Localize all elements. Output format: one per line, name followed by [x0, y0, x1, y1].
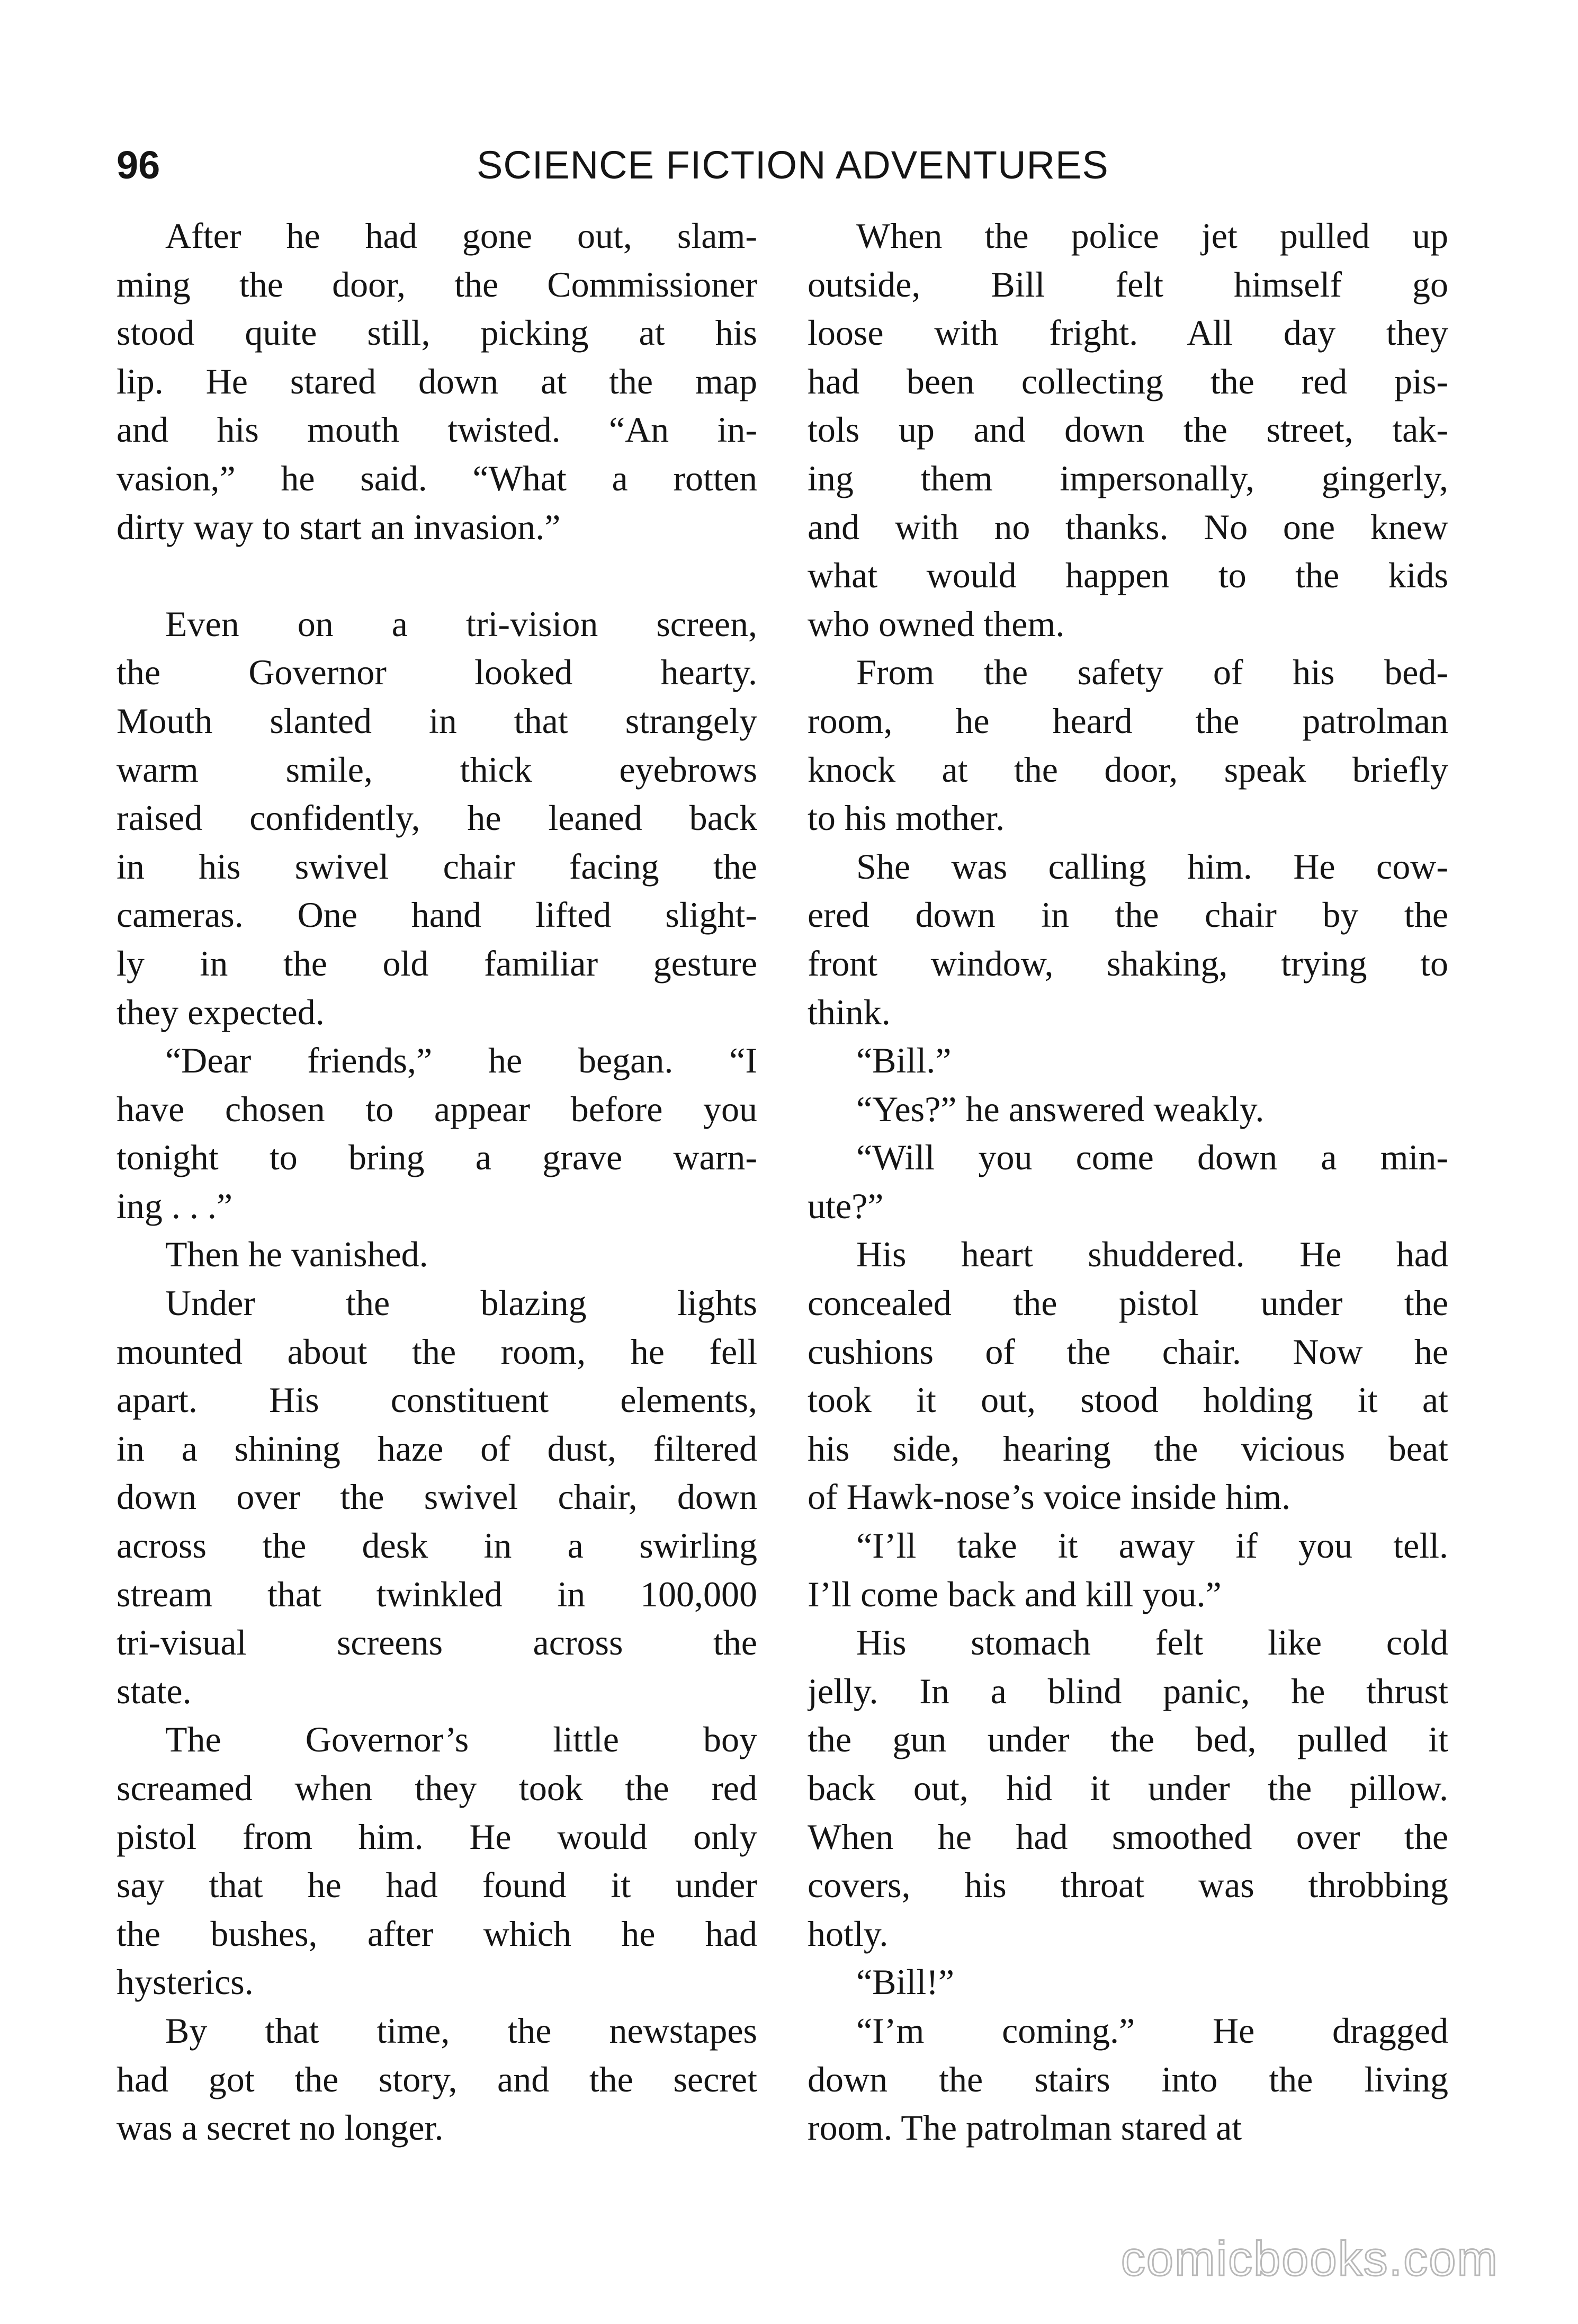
text-line: covers, his throat was throbbing [808, 1865, 1448, 1906]
text-line: and his mouth twisted. “An in- [116, 409, 757, 450]
text-line: tri-visual screens across the [116, 1622, 757, 1663]
paragraph [116, 600, 757, 1036]
text-line: His stomach felt like cold [856, 1622, 1448, 1663]
text-line: raised confidently, he leaned back [116, 798, 757, 838]
text-line: “I’m coming.” He dragged [856, 2010, 1448, 2051]
text-line: The Governor’s little boy [165, 1719, 757, 1760]
paragraph [116, 1715, 757, 2007]
text-line: ute?” [808, 1185, 884, 1226]
text-line: ing . . .” [116, 1185, 233, 1226]
text-line: think. [808, 991, 891, 1032]
text-line: “Yes?” he answered weakly. [856, 1088, 1265, 1129]
text-line: they expected. [116, 991, 325, 1032]
watermark: comicbooks.com [1120, 2232, 1499, 2286]
text-line: say that he had found it under [116, 1865, 757, 1906]
text-line: what would happen to the kids [808, 555, 1448, 596]
right-text-column [808, 212, 1448, 2152]
paragraph [808, 1522, 1448, 1619]
text-line: From the safety of his bed- [856, 652, 1448, 693]
text-line: cushions of the chair. Now he [808, 1331, 1448, 1372]
text-line: hysterics. [116, 1962, 254, 2003]
text-line: I’ll come back and kill you.” [808, 1574, 1222, 1614]
text-line: took it out, stood holding it at [808, 1380, 1448, 1420]
text-line: the gun under the bed, pulled it [808, 1719, 1448, 1760]
text-line: down the stairs into the living [808, 2059, 1448, 2099]
paragraph [808, 1619, 1448, 1958]
text-line: apart. His constituent elements, [116, 1380, 757, 1420]
paragraph [116, 1036, 757, 1230]
text-line: By that time, the newstapes [165, 2010, 757, 2051]
text-line: tols up and down the street, tak- [808, 409, 1448, 450]
text-line: screamed when they took the red [116, 1768, 757, 1808]
text-line: front window, shaking, trying to [808, 943, 1448, 984]
paragraph [808, 1085, 1448, 1134]
text-line: to his mother. [808, 798, 1005, 838]
text-line: lip. He stared down at the map [116, 361, 757, 401]
text-line: down over the swivel chair, down [116, 1477, 757, 1517]
paragraph [808, 212, 1448, 648]
text-line: After he had gone out, slam- [165, 216, 757, 256]
page-number: 96 [116, 143, 160, 187]
text-line: his side, hearing the vicious beat [808, 1428, 1448, 1469]
paragraph [808, 648, 1448, 842]
text-line: ming the door, the Commissioner [116, 264, 757, 305]
text-line: knock at the door, speak briefly [808, 749, 1448, 790]
text-line: Even on a tri-vision screen, [165, 603, 757, 644]
paragraph [116, 2007, 757, 2152]
text-line: have chosen to appear before you [116, 1088, 757, 1129]
text-line: His heart shuddered. He had [856, 1234, 1448, 1275]
text-line: ered down in the chair by the [808, 895, 1448, 935]
text-line: “Dear friends,” he began. “I [165, 1040, 757, 1081]
text-line: loose with fright. All day they [808, 312, 1448, 353]
text-line: outside, Bill felt himself go [808, 264, 1448, 305]
text-line: tonight to bring a grave warn- [116, 1137, 757, 1178]
paragraph [808, 1230, 1448, 1522]
text-line: When he had smoothed over the [808, 1816, 1448, 1857]
text-line: “Bill!” [856, 1962, 955, 2003]
text-line: vasion,” he said. “What a rotten [116, 458, 757, 498]
text-line: stream that twinkled in 100,000 [116, 1574, 757, 1614]
text-line: ing them impersonally, gingerly, [808, 458, 1448, 498]
text-line: was a secret no longer. [116, 2107, 444, 2148]
page-header [116, 139, 1462, 202]
text-line: dirty way to start an invasion.” [116, 506, 561, 547]
text-line: She was calling him. He cow- [856, 846, 1448, 887]
text-line: When the police jet pulled up [856, 216, 1448, 256]
text-line: who owned them. [808, 603, 1065, 644]
paragraph [116, 1230, 757, 1279]
text-line: “Bill.” [856, 1040, 952, 1081]
text-line: the Governor looked hearty. [116, 652, 757, 693]
section-break [116, 551, 757, 600]
paragraph [116, 1279, 757, 1715]
text-line: stood quite still, picking at his [116, 312, 757, 353]
text-line: pistol from him. He would only [116, 1816, 757, 1857]
text-line: ly in the old familiar gesture [116, 943, 757, 984]
paragraph [116, 212, 757, 551]
text-line: Under the blazing lights [165, 1283, 757, 1324]
text-line: “I’ll take it away if you tell. [856, 1525, 1448, 1566]
text-line: room, he heard the patrolman [808, 700, 1448, 741]
text-line: “Will you come down a min- [856, 1137, 1448, 1178]
running-title: SCIENCE FICTION ADVENTURES [477, 143, 1109, 187]
text-line: of Hawk-nose’s voice inside him. [808, 1477, 1291, 1517]
paragraph [808, 2007, 1448, 2152]
text-line: warm smile, thick eyebrows [116, 749, 757, 790]
text-line: room. The patrolman stared at [808, 2107, 1242, 2148]
text-line: concealed the pistol under the [808, 1283, 1448, 1324]
text-line: in a shining haze of dust, filtered [116, 1428, 757, 1469]
text-line: had been collecting the red pis- [808, 361, 1448, 401]
text-line: back out, hid it under the pillow. [808, 1768, 1448, 1808]
text-line: state. [116, 1670, 192, 1711]
text-line: across the desk in a swirling [116, 1525, 757, 1566]
text-line: jelly. In a blind panic, he thrust [808, 1670, 1448, 1711]
text-line: in his swivel chair facing the [116, 846, 757, 887]
paragraph [808, 1036, 1448, 1085]
text-line: mounted about the room, he fell [116, 1331, 757, 1372]
paragraph [808, 1958, 1448, 2007]
text-line: the bushes, after which he had [116, 1913, 757, 1954]
paragraph [808, 1133, 1448, 1230]
paragraph [808, 843, 1448, 1036]
text-line: Mouth slanted in that strangely [116, 700, 757, 741]
text-line: cameras. One hand lifted slight- [116, 895, 757, 935]
left-text-column [116, 212, 757, 2152]
text-line: hotly. [808, 1913, 889, 1954]
text-line: had got the story, and the secret [116, 2059, 757, 2099]
text-line: and with no thanks. No one knew [808, 506, 1448, 547]
text-line: Then he vanished. [165, 1234, 428, 1275]
